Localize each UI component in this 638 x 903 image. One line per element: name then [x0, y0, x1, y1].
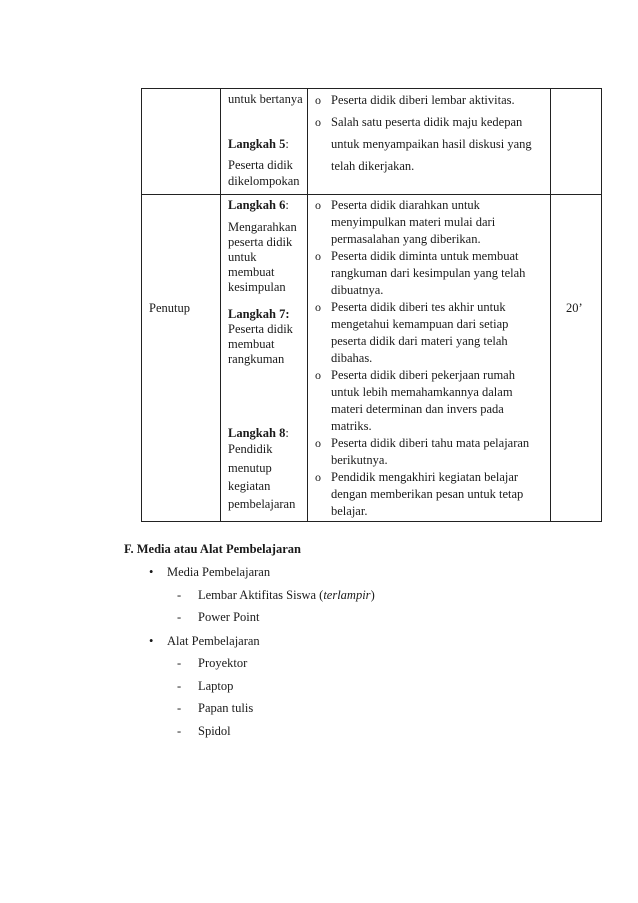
activity-line: dibuatnya. — [331, 283, 384, 297]
step-colon: : — [285, 137, 289, 151]
square-bullet-icon: o — [315, 93, 321, 107]
activity-line: Peserta didik diberi tahu mata pelajaran — [331, 436, 530, 450]
dash-icon: - — [177, 724, 182, 738]
list-item-italic: terlampir — [323, 588, 371, 602]
list-item-text: Lembar Aktifitas Siswa ( — [198, 588, 324, 602]
activity-line: belajar. — [331, 504, 368, 518]
activity-line: menyimpulkan materi mulai dari — [331, 215, 496, 229]
square-bullet-icon: o — [315, 470, 321, 484]
activity-line: Peserta didik diberi lembar aktivitas. — [331, 93, 515, 107]
activity-line: mengetahui kemampuan dari setiap — [331, 317, 509, 331]
bullet-icon: • — [149, 565, 154, 579]
table-row-divider — [141, 194, 602, 195]
step-text: untuk — [228, 250, 257, 264]
step-text: dikelompokan — [228, 174, 300, 188]
activity-line: permasalahan yang diberikan. — [331, 232, 481, 246]
table-col-divider-2 — [307, 88, 308, 522]
table-border-right — [601, 88, 602, 522]
step-text: kegiatan — [228, 479, 271, 493]
activity-line: telah dikerjakan. — [331, 159, 415, 173]
dash-icon: - — [177, 610, 182, 624]
square-bullet-icon: o — [315, 115, 321, 129]
step-text: kesimpulan — [228, 280, 286, 294]
step-label: Langkah 5 — [228, 137, 286, 151]
group-title: Media Pembelajaran — [167, 565, 271, 579]
group-title: Alat Pembelajaran — [167, 634, 260, 648]
step-label: Langkah 8 — [228, 426, 286, 440]
activity-line: dibahas. — [331, 351, 373, 365]
table-border-left — [141, 88, 142, 522]
time-value: 20’ — [566, 301, 583, 315]
phase-label: Penutup — [149, 301, 190, 315]
list-item: Papan tulis — [198, 701, 254, 715]
step-text: Peserta didik — [228, 158, 293, 172]
activity-line: Peserta didik diberi pekerjaan rumah — [331, 368, 515, 382]
square-bullet-icon: o — [315, 198, 321, 212]
table-col-divider-3 — [550, 88, 551, 522]
bullet-icon: • — [149, 634, 154, 648]
square-bullet-icon: o — [315, 436, 321, 450]
step-text: menutup — [228, 461, 272, 475]
activity-line: Peserta didik diminta untuk membuat — [331, 249, 519, 263]
activity-line: rangkuman dari kesimpulan yang telah — [331, 266, 526, 280]
table-border-top — [141, 88, 602, 89]
section-heading: F. Media atau Alat Pembelajaran — [124, 542, 301, 556]
square-bullet-icon: o — [315, 300, 321, 314]
activity-line: Salah satu peserta didik maju kedepan — [331, 115, 523, 129]
step-text: Peserta didik — [228, 322, 293, 336]
step-text: membuat — [228, 265, 275, 279]
activity-line: Peserta didik diarahkan untuk — [331, 198, 480, 212]
activity-line: matriks. — [331, 419, 372, 433]
dash-icon: - — [177, 679, 182, 693]
step-colon: : — [285, 198, 289, 212]
table-col-divider-1 — [220, 88, 221, 522]
list-item: Spidol — [198, 724, 231, 738]
list-item: Laptop — [198, 679, 234, 693]
activity-line: materi determinan dan invers pada — [331, 402, 504, 416]
step-heading — [228, 426, 289, 440]
list-item — [198, 588, 375, 602]
dash-icon: - — [177, 701, 182, 715]
dash-icon: - — [177, 588, 182, 602]
step-label: Langkah 6 — [228, 198, 286, 212]
step-heading — [228, 137, 289, 151]
step-text: Mengarahkan — [228, 220, 297, 234]
activity-line: dengan memberikan pesan untuk tetap — [331, 487, 524, 501]
activity-line: berikutnya. — [331, 453, 388, 467]
step-text: untuk bertanya — [228, 92, 303, 106]
step-colon: : — [285, 426, 289, 440]
dash-icon: - — [177, 656, 182, 670]
activity-line: Pendidik mengakhiri kegiatan belajar — [331, 470, 519, 484]
step-text: membuat — [228, 337, 275, 351]
step-text: Pendidik — [228, 442, 273, 456]
step-text: peserta didik — [228, 235, 293, 249]
square-bullet-icon: o — [315, 368, 321, 382]
activity-line: Peserta didik diberi tes akhir untuk — [331, 300, 506, 314]
activity-line: untuk lebih memahamkannya dalam — [331, 385, 513, 399]
step-heading — [228, 198, 289, 212]
step-text: rangkuman — [228, 352, 285, 366]
list-item: Power Point — [198, 610, 260, 624]
activity-line: untuk menyampaikan hasil diskusi yang — [331, 137, 532, 151]
list-item-after: ) — [370, 588, 375, 602]
table-border-bottom — [141, 521, 602, 522]
activity-line: peserta didik dari materi yang telah — [331, 334, 508, 348]
list-item: Proyektor — [198, 656, 248, 670]
square-bullet-icon: o — [315, 249, 321, 263]
step-label: Langkah 7: — [228, 307, 290, 321]
step-text: pembelajaran — [228, 497, 296, 511]
